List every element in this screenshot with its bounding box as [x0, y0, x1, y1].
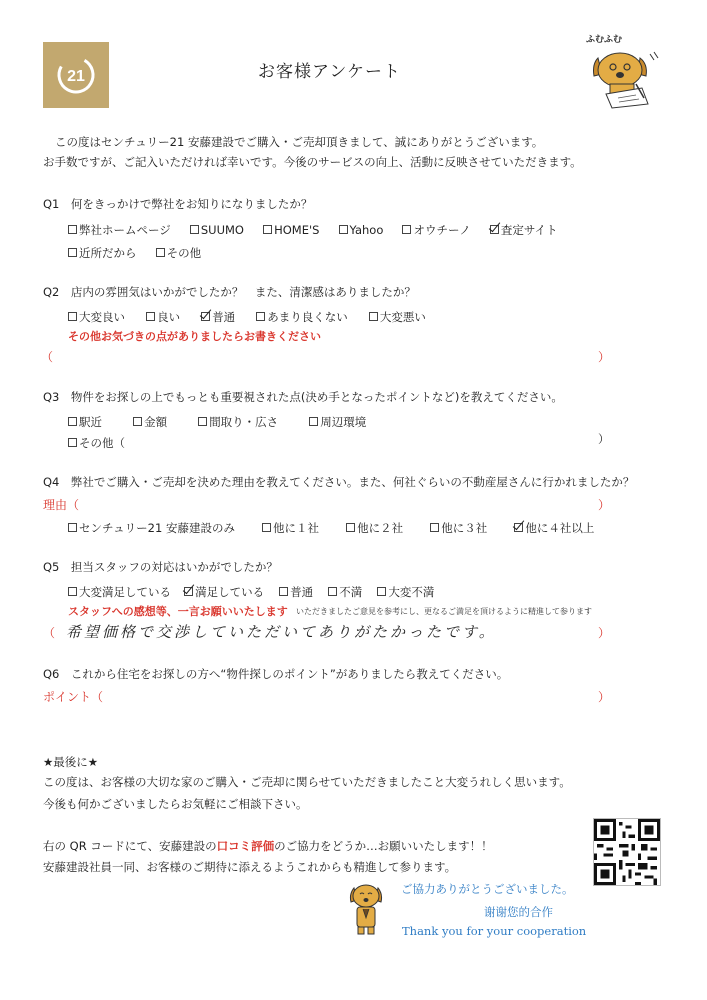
checkbox	[430, 523, 439, 532]
q2-option[interactable]: 普通	[201, 309, 235, 325]
checkbox	[68, 523, 77, 532]
q5-question: Q5 担当スタッフの対応はいかがでしたか？	[43, 560, 278, 574]
closing-heading: ★最後に★	[43, 755, 99, 769]
q2-option[interactable]: 大変悪い	[369, 309, 426, 325]
q2-comment-field[interactable]	[60, 346, 590, 364]
q2-note: その他お気づきの点がありましたらお書きください	[68, 330, 321, 343]
closing-line-4: 安藤建設社員一同、お客様のご期待に添えるようこれからも精進して参ります。	[43, 860, 457, 874]
century21-logo	[43, 42, 109, 108]
q2-paren-open: （	[41, 350, 54, 364]
q1-options-row1	[68, 219, 572, 238]
checkbox	[279, 587, 288, 596]
q1-option[interactable]: 査定サイト	[490, 222, 558, 238]
q6-point-label: ポイント（	[43, 690, 104, 704]
page-title: お客様アンケート	[258, 62, 401, 82]
q3-option[interactable]: 金額	[133, 414, 167, 430]
checkbox	[309, 417, 318, 426]
checkbox	[256, 312, 265, 321]
checkbox	[339, 225, 348, 234]
checkbox	[402, 225, 411, 234]
q5-option[interactable]: 不満	[328, 584, 362, 600]
q5-option[interactable]: 大変満足している	[68, 584, 171, 600]
checkbox	[262, 523, 271, 532]
checkbox	[146, 312, 155, 321]
checkbox	[369, 312, 378, 321]
intro-line-2: お手数ですが、ご記入いただければ幸いです。今後のサービスの向上、活動に反映させていただきます。	[43, 155, 582, 169]
q3-options	[68, 411, 380, 430]
checkbox	[156, 248, 165, 257]
q3-option[interactable]: 間取り・広さ	[198, 414, 278, 430]
qr-code[interactable]	[593, 818, 661, 886]
q4-option[interactable]: 他に２社	[346, 520, 403, 536]
checkbox-checked	[514, 523, 523, 532]
q3-option[interactable]: 周辺環境	[309, 414, 366, 430]
checkbox	[68, 248, 77, 257]
q2-question: Q2 店内の雰囲気はいかがでしたか？ また、清潔感はありましたか？	[43, 285, 416, 299]
q5-option[interactable]: 普通	[279, 584, 313, 600]
q5-note: スタッフへの感想等、一言お願いいたします	[68, 605, 288, 618]
thanks-chinese: 谢谢您的合作	[484, 905, 553, 919]
closing-line-2: 今後も何かございましたらお気軽にご相談下さい。	[43, 797, 308, 811]
q6-question: Q6 これから住宅をお探しの方へ“物件探しのポイント”がありましたら教えてください。	[43, 667, 509, 681]
review-highlight: 口コミ評価	[216, 839, 275, 853]
q3-paren-close: ）	[598, 432, 610, 446]
q2-options	[68, 306, 440, 325]
q5-paren-open: （	[43, 626, 56, 640]
q5-options	[68, 581, 448, 600]
mascot-dog-bowing-icon	[346, 880, 386, 936]
q4-option[interactable]: 他に４社以上	[514, 520, 594, 536]
q6-paren-close: ）	[598, 690, 611, 704]
checkbox	[133, 417, 142, 426]
q5-option[interactable]: 満足している	[184, 584, 264, 600]
q4-option[interactable]: 他に１社	[262, 520, 319, 536]
q2-paren-close: ）	[598, 350, 611, 364]
q5-small-note: いただきましたご意見を参考にし、更なるご満足を頂けるように精進して参ります	[296, 607, 592, 616]
checkbox	[68, 417, 77, 426]
q1-option[interactable]: その他	[156, 245, 202, 261]
checkbox	[377, 587, 386, 596]
closing-line-1: この度は、お客様の大切な家のご購入・ご売却に関らせていただきましたこと大変うれしく思います。	[43, 775, 571, 789]
checkbox	[68, 312, 77, 321]
qr-code-icon	[594, 819, 660, 885]
thanks-english: Thank you for your cooperation	[402, 924, 587, 938]
q5-option[interactable]: 大変不満	[377, 584, 434, 600]
q6-point-field[interactable]	[110, 686, 594, 704]
q1-option[interactable]: SUUMO	[190, 223, 244, 237]
q2-option[interactable]: 良い	[146, 309, 180, 325]
q4-reason-label: 理由（	[43, 498, 80, 512]
closing-line-3: 右の QR コードにて、安藤建設の口コミ評価のご協力をどうか…お願いいたします！！	[43, 839, 493, 853]
thanks-japanese: ご協力ありがとうございました。	[401, 882, 574, 896]
q4-reason-field[interactable]	[94, 494, 594, 512]
checkbox	[68, 225, 77, 234]
q3-option[interactable]: 駅近	[68, 414, 102, 430]
checkbox	[190, 225, 199, 234]
q4-question: Q4 弊社でご購入・ご売却を決めた理由を教えてください。また、何社ぐらいの不動産屋さんに行かれましたか？	[43, 475, 635, 489]
logo-text: 21	[67, 68, 85, 85]
q1-option[interactable]: オウチーノ	[402, 222, 470, 238]
q3-other[interactable]: その他（	[68, 432, 139, 451]
q1-option[interactable]: Yahoo	[339, 223, 384, 237]
q3-question: Q3 物件をお探しの上でもっとも重要視された点(決め手となったポイントなど)を教えてください。	[43, 390, 563, 404]
sound-text: ふむふむ	[586, 35, 623, 45]
checkbox-checked	[184, 587, 193, 596]
checkbox-checked	[201, 312, 210, 321]
q4-paren-close: ）	[598, 498, 611, 512]
checkbox	[328, 587, 337, 596]
q4-option[interactable]: 他に３社	[430, 520, 487, 536]
checkbox	[68, 587, 77, 596]
q5-paren-close: ）	[598, 626, 611, 640]
q2-option[interactable]: あまり良くない	[256, 309, 348, 325]
checkbox	[263, 225, 272, 234]
q5-handwritten-answer[interactable]: 希望価格で交渉していただいてありがたかったです。	[66, 623, 497, 641]
checkbox	[68, 438, 77, 447]
checkbox	[346, 523, 355, 532]
checkbox	[198, 417, 207, 426]
q4-options	[68, 517, 608, 536]
q2-option[interactable]: 大変良い	[68, 309, 125, 325]
checkbox-checked	[490, 225, 499, 234]
q1-options-row2	[68, 242, 215, 261]
q1-option[interactable]: 弊社ホームページ	[68, 222, 171, 238]
q4-option[interactable]: センチュリー21 安藤建設のみ	[68, 520, 235, 536]
mascot-dog-writing-icon	[584, 44, 664, 110]
q1-option[interactable]: 近所だから	[68, 245, 137, 261]
century21-logo-mark	[43, 42, 109, 108]
intro-line-1: この度はセンチュリー21 安藤建設でご購入・ご売却頂きまして、誠にありがとうございます。	[55, 135, 544, 149]
q1-option[interactable]: HOME'S	[263, 223, 319, 237]
q1-question: Q1 何をきっかけで弊社をお知りになりましたか？	[43, 197, 313, 211]
